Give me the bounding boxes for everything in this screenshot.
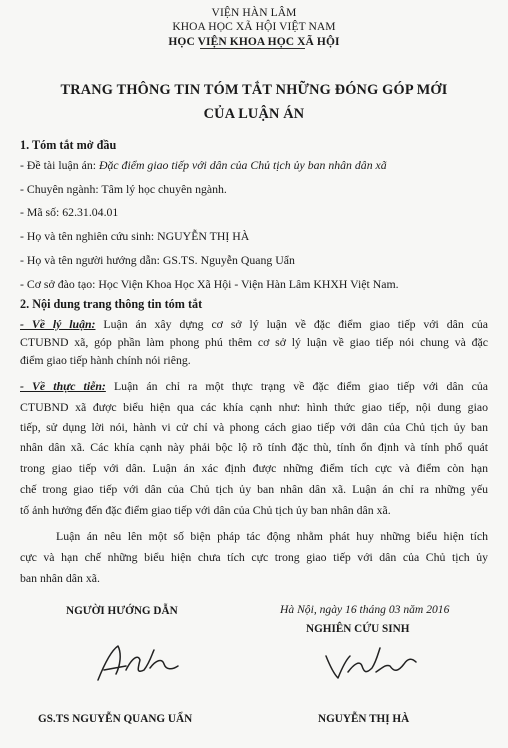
item-label: - Họ và tên người hướng dẫn: [20,253,163,267]
theory-line-1 [20,317,488,331]
item-institution [20,277,399,291]
theory-text: Luận án xây dựng cơ sở lý luận về đặc điểm giao tiếp với dân của [95,317,488,331]
conclusion-line-1: Luận án nêu lên một số biện pháp tác động nhằm phát huy những biểu hiện tích [56,529,488,543]
section-1-heading: 1. Tóm tắt mở đầu [20,138,117,152]
advisor-name: GS.TS NGUYỄN QUANG UẨN [38,713,193,725]
practice-lead: - Về thực tiễn: [20,379,106,393]
item-value: GS.TS. Nguyễn Quang Uẩn [162,253,295,267]
section-2-heading: 2. Nội dung trang thông tin tóm tắt [20,297,203,311]
theory-line-2: CTUBND xã, góp phần làm phong phú thêm cơ sở lý luận về giao tiếp nói chung và đặc [20,335,488,349]
advisor-signature [92,640,182,688]
header-line-3: HỌC VIỆN KHOA HỌC XÃ HỘI [168,36,340,48]
practice-line-6: chế trong giao tiếp với dân của Chủ tịch ủy ban nhân dân xã. Luận án chỉ ra những yếu [20,482,488,496]
header-line-1: VIỆN HÀN LÂM [211,7,297,19]
header-line-2: KHOA HỌC XÃ HỘI VIỆT NAM [172,21,336,33]
item-code [20,205,118,219]
title-line-2: CỦA LUẬN ÁN [203,106,305,122]
item-label: - Đề tài luận án: [20,158,99,172]
conclusion-line-2: cực và hạn chế những biểu hiện chưa tích cực trong giao tiếp với dân của Chủ tịch ủy [20,550,488,564]
header-underline [200,48,305,49]
practice-line-4: nhân dân xã. Các khía cạnh này phải bộc lộ rõ tính đặc thù, tính ổn định và tính phổ quát [20,440,488,454]
practice-line-7: tố ảnh hưởng đến đặc điểm giao tiếp với dân của Chủ tịch ủy ban nhân dân xã. [20,503,391,517]
item-label: - Chuyên ngành: [20,182,102,196]
advisor-title: NGƯỜI HƯỚNG DẪN [66,605,178,617]
practice-line-5: trong giao tiếp với dân. Luận án xác định được những điểm tích cực và điểm còn hạn [20,461,488,475]
item-advisor-name [20,253,295,267]
item-value: Đặc điểm giao tiếp với dân của Chủ tịch ủy ban nhân dân xã [98,158,387,172]
date-line: Hà Nội, ngày 16 tháng 03 năm 2016 [280,603,450,616]
practice-line-1 [20,379,488,393]
student-name: NGUYỄN THỊ HÀ [318,713,410,725]
item-label: - Họ và tên nghiên cứu sinh: [20,229,158,243]
theory-line-3: điểm giao tiếp hành chính nói riêng. [20,353,191,367]
item-label: - Cơ sở đào tạo: [20,277,99,291]
practice-line-2: CTUBND xã được biểu hiện qua các khía cạnh như: hình thức giao tiếp, nội dung giao [20,400,488,414]
student-title: NGHIÊN CỨU SINH [306,623,410,635]
item-value: Học Viện Khoa Học Xã Hội - Viện Hàn Lâm KHXH Việt Nam. [98,277,399,291]
practice-text: Luận án chỉ ra một thực trạng về đặc điểm giao tiếp với dân của [105,379,488,393]
item-thesis-topic [20,158,387,172]
item-value: NGUYỄN THỊ HÀ [157,229,250,243]
student-signature [320,642,420,686]
item-student-name [20,229,249,243]
title-line-1: TRANG THÔNG TIN TÓM TẮT NHỮNG ĐÓNG GÓP MỚI [60,82,448,98]
conclusion-line-3: ban nhân dân xã. [20,571,100,585]
item-major [20,182,227,196]
theory-lead: - Về lý luận: [20,317,96,331]
item-value: Tâm lý học chuyên ngành. [101,182,227,196]
practice-line-3: tiếp, sử dụng lời nói, hành vi cử chỉ và phong cách giao tiếp với dân của Chủ tịch ủy ban [20,420,488,434]
item-value: 62.31.04.01 [62,205,119,219]
item-label: - Mã số: [20,205,63,219]
